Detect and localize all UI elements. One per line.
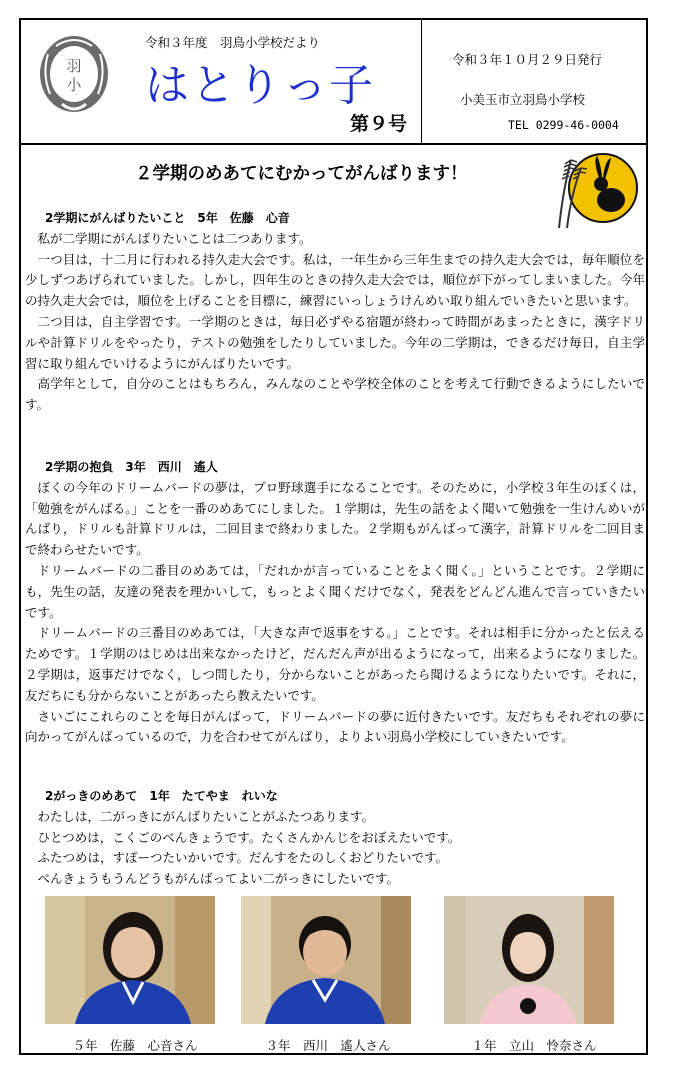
photo-caption: ３年 西川 遙人さん bbox=[265, 1038, 391, 1053]
header-vertical-divider bbox=[421, 18, 422, 143]
school-crest-logo bbox=[38, 34, 110, 118]
article-title: 2学期の抱負 3年 西川 遙人 bbox=[45, 460, 218, 474]
article-nishikawa bbox=[25, 457, 645, 748]
school-tel: TEL 0299-46-0004 bbox=[508, 118, 619, 132]
paragraph: さいごにこれらのことを毎日がんばって，ドリームバードの夢に近付きたいです。友だちもそれぞれの夢に向かってがんばっているので，力を合わせてがんばり，よりよい羽鳥小学校にしていきたいです。 bbox=[25, 708, 645, 745]
article-tateyama bbox=[25, 786, 645, 890]
student-photo-nishikawa bbox=[241, 896, 411, 1024]
student-photo-sato bbox=[45, 896, 215, 1024]
paragraph: べんきょうもうんどうもがんばってよい二がっきにしたいです。 bbox=[37, 871, 400, 887]
page-headline: ２学期のめあてにむかってがんばります！ bbox=[135, 164, 468, 184]
article-title: 2がっきのめあて 1年 たてやま れいな bbox=[45, 789, 278, 803]
paragraph: わたしは，二がっきにがんばりたいことがふたつあります。 bbox=[37, 808, 375, 824]
newsletter-series: 令和３年度 羽鳥小学校だより bbox=[145, 35, 321, 50]
article-title: 2学期にがんばりたいこと 5年 佐藤 心音 bbox=[45, 211, 290, 225]
paragraph: ドリームバードの二番目のめあては，「だれかが言っていることをよく聞く。」ということです。２学期にも，先生の話，友達の発表を理かいして，もっとよく聞くだけでなく，発表をどんどん進んで言っていきたいです。 bbox=[25, 562, 645, 620]
article-sato bbox=[25, 208, 645, 416]
photo-caption: ５年 佐藤 心音さん bbox=[72, 1038, 198, 1053]
paragraph: 私が二学期にがんばりたいことは二つあります。 bbox=[37, 230, 312, 246]
svg-text:小: 小 bbox=[66, 76, 82, 94]
issue-number: 第９号 bbox=[350, 113, 408, 135]
paragraph: 二つ目は，自主学習です。一学期のときは，毎日必ずやる宿題が終わって時間があまったときに，漢字ドリルや計算ドリルをやったり，テストの勉強をしたりしていました。今年の二学期は，できるだけ毎日，自主学習に取り組んでいけるようにがんばりたいです。 bbox=[25, 313, 645, 371]
header-divider bbox=[19, 143, 648, 145]
paragraph: ひとつめは，こくごのべんきょうです。たくさんかんじをおぼえたいです。 bbox=[37, 829, 461, 845]
paragraph: ふたつめは，すぽーつたいかいです。だんすをたのしくおどりたいです。 bbox=[37, 850, 449, 866]
paragraph: ドリームバードの三番目のめあては，「大きな声で返事をする。」ことです。それは相手に分かったと伝えるためです。１学期のはじめは出来なかったけど，だんだん声が出るようになって，出来るようになりました。２学期は，返事だけでなく，しつ問したり，分からないことがあったら聞けるようになりたいです。それに，友だちにも分からないことがあったら教えたいです。 bbox=[25, 625, 645, 703]
paragraph: ぼくの今年のドリームバードの夢は，プロ野球選手になることです。そのために，小学校３年生のぼくは，「勉強をがんばる。」ことを一番のめあてにしました。１学期は，先生の話をよく聞いて勉強を一生けんめいがんばり，ドリルも計算ドリルは，二回目まで終わりました。２学期もがんばって漢字，計算ドリルを二回目まで終わらせたいです。 bbox=[25, 479, 645, 558]
paragraph: 一つ目は，十二月に行われる持久走大会です。私は，一年生から三年生までの持久走大会では，毎年順位を少しずつあげられていました。しかし，四年生のときの持久走大会では，順位が下がってしまいました。今年の持久走大会では，順位を上げることを目標に，練習にいっしょうけんめい取り組んでいきたいと思います。 bbox=[25, 251, 645, 309]
student-photo-tateyama bbox=[444, 896, 614, 1024]
svg-text:羽: 羽 bbox=[66, 57, 82, 75]
publish-date: 令和３年１０月２９日発行 bbox=[452, 52, 603, 67]
newsletter-title: はとりっ子 bbox=[145, 60, 375, 111]
paragraph: 高学年として，自分のことはもちろん，みんなのことや学校全体のことを考えて行動できるようにしたいです。 bbox=[25, 376, 645, 413]
school-name: 小美玉市立羽鳥小学校 bbox=[460, 92, 586, 107]
photo-caption: １年 立山 怜奈さん bbox=[471, 1038, 597, 1053]
